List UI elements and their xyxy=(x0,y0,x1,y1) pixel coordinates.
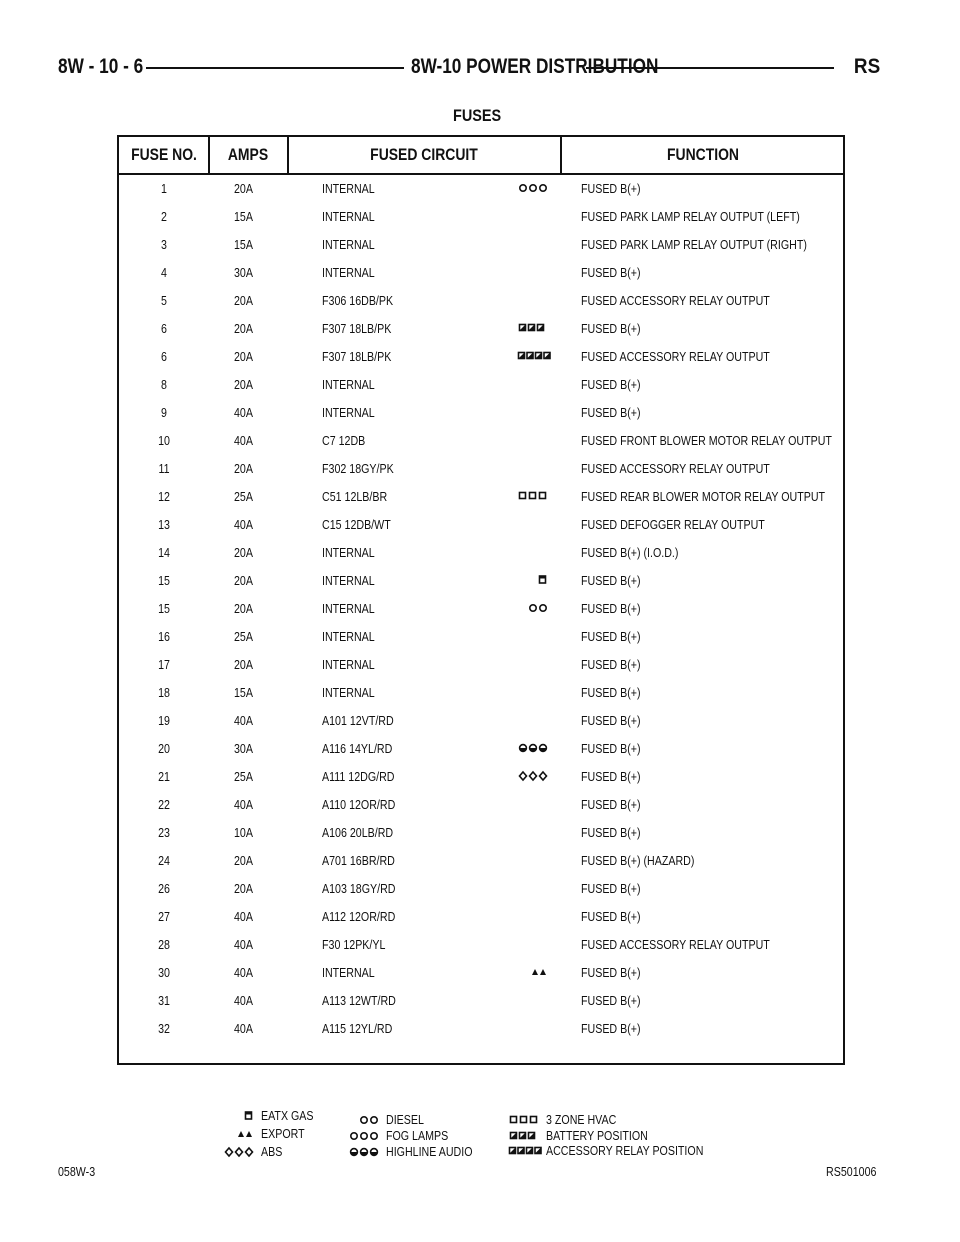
fuse-number: 23 xyxy=(158,825,170,840)
legend-label: 3 ZONE HVAC xyxy=(546,1112,617,1127)
highline-audio-icon xyxy=(348,1145,384,1157)
fuse-number: 18 xyxy=(158,685,170,700)
fuse-amps: 40A xyxy=(234,965,253,980)
fuse-amps: 40A xyxy=(234,937,253,952)
fuse-row xyxy=(119,847,843,875)
legend-label: BATTERY POSITION xyxy=(546,1128,648,1143)
fuse-number: 15 xyxy=(158,601,170,616)
fused-circuit: INTERNAL xyxy=(322,237,375,252)
fuse-row xyxy=(119,371,843,399)
abs-icon xyxy=(517,769,557,783)
fuse-number: 19 xyxy=(158,713,170,728)
fuse-row xyxy=(119,427,843,455)
fused-circuit: F30 12PK/YL xyxy=(322,937,386,952)
fuse-row xyxy=(119,175,843,203)
fuse-row xyxy=(119,595,843,623)
fuse-number: 15 xyxy=(158,573,170,588)
fuse-amps: 20A xyxy=(234,601,253,616)
fuse-number: 26 xyxy=(158,881,170,896)
fuse-function: FUSED B(+) (I.O.D.) xyxy=(581,545,679,560)
fused-circuit: A116 14YL/RD xyxy=(322,741,393,756)
battery-position-icon xyxy=(508,1129,544,1141)
fused-circuit: INTERNAL xyxy=(322,405,375,420)
fused-circuit: F307 18LB/PK xyxy=(322,349,392,364)
column-header-amps: AMPS xyxy=(227,145,269,164)
figure-id: 058W-3 xyxy=(58,1164,96,1179)
column-header-fuse-no: FUSE NO. xyxy=(131,145,197,164)
fuse-amps: 20A xyxy=(234,349,253,364)
fuse-number: 2 xyxy=(161,209,167,224)
fuse-amps: 25A xyxy=(234,629,253,644)
section-title: FUSES xyxy=(453,106,502,125)
fused-circuit: INTERNAL xyxy=(322,265,375,280)
fuse-amps: 40A xyxy=(234,797,253,812)
legend-label: DIESEL xyxy=(386,1112,424,1127)
fuse-number: 13 xyxy=(158,517,170,532)
fuse-row xyxy=(119,1015,843,1043)
fuse-row xyxy=(119,315,843,343)
fuse-row xyxy=(119,707,843,735)
legend-label: FOG LAMPS xyxy=(386,1128,449,1143)
highline-audio-icon xyxy=(517,741,557,755)
fused-circuit: INTERNAL xyxy=(322,657,375,672)
fuse-number: 3 xyxy=(161,237,167,252)
accessory-relay-position-icon xyxy=(517,349,557,363)
column-header-function: FUNCTION xyxy=(666,145,740,164)
fuse-function: FUSED B(+) (HAZARD) xyxy=(581,853,695,868)
fuse-function: FUSED B(+) xyxy=(581,741,641,756)
eatx-gas-icon xyxy=(517,573,557,587)
fuse-row xyxy=(119,735,843,763)
fuse-function: FUSED B(+) xyxy=(581,321,641,336)
fuse-amps: 30A xyxy=(234,265,253,280)
fuse-amps: 20A xyxy=(234,657,253,672)
fused-circuit: INTERNAL xyxy=(322,685,375,700)
fuse-number: 17 xyxy=(158,657,170,672)
fuse-number: 28 xyxy=(158,937,170,952)
header-rule-left xyxy=(146,67,404,69)
fused-circuit: F307 18LB/PK xyxy=(322,321,392,336)
fused-circuit: INTERNAL xyxy=(322,629,375,644)
fuse-number: 14 xyxy=(158,545,170,560)
fuse-function: FUSED B(+) xyxy=(581,657,641,672)
fuse-function: FUSED B(+) xyxy=(581,965,641,980)
fused-circuit: C51 12LB/BR xyxy=(322,489,388,504)
page-header xyxy=(58,52,880,82)
fuse-function: FUSED PARK LAMP RELAY OUTPUT (LEFT) xyxy=(581,209,800,224)
diesel-icon xyxy=(348,1113,384,1125)
fuse-number: 12 xyxy=(158,489,170,504)
fuse-function: FUSED B(+) xyxy=(581,377,641,392)
legend-label: ACCESSORY RELAY POSITION xyxy=(546,1143,704,1158)
fuse-amps: 40A xyxy=(234,909,253,924)
fuse-amps: 10A xyxy=(234,825,253,840)
fuse-row xyxy=(119,539,843,567)
fuse-number: 5 xyxy=(161,293,167,308)
fuse-row xyxy=(119,819,843,847)
fuse-number: 6 xyxy=(161,349,167,364)
fuse-amps: 40A xyxy=(234,1021,253,1036)
fused-circuit: INTERNAL xyxy=(322,601,375,616)
fuse-function: FUSED B(+) xyxy=(581,601,641,616)
fuse-number: 8 xyxy=(161,377,167,392)
fuse-function: FUSED B(+) xyxy=(581,825,641,840)
fuse-amps: 20A xyxy=(234,321,253,336)
3-zone-hvac-icon xyxy=(517,489,557,503)
fuse-amps: 20A xyxy=(234,881,253,896)
fuse-number: 32 xyxy=(158,1021,170,1036)
fuse-function: FUSED DEFOGGER RELAY OUTPUT xyxy=(581,517,765,532)
fuse-amps: 15A xyxy=(234,209,253,224)
fused-circuit: A106 20LB/RD xyxy=(322,825,394,840)
fused-circuit: INTERNAL xyxy=(322,545,375,560)
fuse-number: 6 xyxy=(161,321,167,336)
fuse-function: FUSED ACCESSORY RELAY OUTPUT xyxy=(581,937,770,952)
battery-position-icon xyxy=(517,321,557,335)
col-divider xyxy=(287,137,289,173)
fuse-function: FUSED B(+) xyxy=(581,685,641,700)
fuse-row xyxy=(119,651,843,679)
fused-circuit: A110 12OR/RD xyxy=(322,797,396,812)
fuse-amps: 20A xyxy=(234,461,253,476)
manual-code: RS xyxy=(853,55,880,78)
fused-circuit: A113 12WT/RD xyxy=(322,993,396,1008)
fuse-number: 27 xyxy=(158,909,170,924)
fuse-amps: 20A xyxy=(234,573,253,588)
fused-circuit: A103 18GY/RD xyxy=(322,881,396,896)
fuse-function: FUSED B(+) xyxy=(581,797,641,812)
3-zone-hvac-icon xyxy=(508,1113,544,1125)
fuse-number: 30 xyxy=(158,965,170,980)
page-title: 8W-10 POWER DISTRIBUTION xyxy=(411,55,659,78)
fuse-row xyxy=(119,203,843,231)
fuse-function: FUSED PARK LAMP RELAY OUTPUT (RIGHT) xyxy=(581,237,807,252)
eatx-gas-icon xyxy=(223,1109,259,1121)
legend-label: ABS xyxy=(261,1144,283,1159)
fuse-number: 4 xyxy=(161,265,167,280)
diesel-icon xyxy=(517,601,557,615)
fuse-row xyxy=(119,455,843,483)
legend-label: HIGHLINE AUDIO xyxy=(386,1144,473,1159)
fuse-amps: 20A xyxy=(234,181,253,196)
fuse-number: 24 xyxy=(158,853,170,868)
fog-lamps-icon xyxy=(348,1129,384,1141)
fuse-row xyxy=(119,483,843,511)
fuse-table xyxy=(117,135,845,1065)
fuse-function: FUSED B(+) xyxy=(581,993,641,1008)
fuse-row xyxy=(119,511,843,539)
col-divider xyxy=(560,137,562,173)
fused-circuit: C15 12DB/WT xyxy=(322,517,391,532)
fuse-amps: 25A xyxy=(234,769,253,784)
fuse-amps: 25A xyxy=(234,489,253,504)
fuse-number: 31 xyxy=(158,993,170,1008)
fuse-row xyxy=(119,623,843,651)
page-number: 8W - 10 - 6 xyxy=(58,55,144,78)
fused-circuit: INTERNAL xyxy=(322,377,375,392)
fuse-row xyxy=(119,343,843,371)
legend-label: EXPORT xyxy=(261,1126,305,1141)
fuse-amps: 20A xyxy=(234,293,253,308)
fused-circuit: F306 16DB/PK xyxy=(322,293,394,308)
export-icon xyxy=(517,965,557,979)
fuse-number: 16 xyxy=(158,629,170,644)
fuse-function: FUSED B(+) xyxy=(581,265,641,280)
fuse-row xyxy=(119,903,843,931)
fuse-row xyxy=(119,399,843,427)
fused-circuit: A701 16BR/RD xyxy=(322,853,395,868)
fused-circuit: INTERNAL xyxy=(322,573,375,588)
export-icon xyxy=(223,1127,259,1139)
fuse-number: 11 xyxy=(158,461,170,476)
fuse-row xyxy=(119,875,843,903)
fuse-amps: 40A xyxy=(234,517,253,532)
fuse-amps: 20A xyxy=(234,853,253,868)
fuse-amps: 20A xyxy=(234,377,253,392)
fused-circuit: A115 12YL/RD xyxy=(322,1021,393,1036)
fuse-function: FUSED FRONT BLOWER MOTOR RELAY OUTPUT xyxy=(581,433,832,448)
fuse-function: FUSED ACCESSORY RELAY OUTPUT xyxy=(581,293,770,308)
fuse-row xyxy=(119,959,843,987)
fuse-row xyxy=(119,791,843,819)
fuse-function: FUSED B(+) xyxy=(581,713,641,728)
fuse-number: 9 xyxy=(161,405,167,420)
fuse-amps: 40A xyxy=(234,993,253,1008)
fuse-amps: 40A xyxy=(234,713,253,728)
fuse-row xyxy=(119,763,843,791)
fuse-function: FUSED B(+) xyxy=(581,909,641,924)
fuse-number: 20 xyxy=(158,741,170,756)
fuse-function: FUSED B(+) xyxy=(581,573,641,588)
fuse-amps: 15A xyxy=(234,237,253,252)
fuse-row xyxy=(119,679,843,707)
fuse-function: FUSED B(+) xyxy=(581,1021,641,1036)
fused-circuit: C7 12DB xyxy=(322,433,366,448)
fuse-number: 10 xyxy=(158,433,170,448)
fuse-amps: 15A xyxy=(234,685,253,700)
col-divider xyxy=(208,137,210,173)
fuse-function: FUSED B(+) xyxy=(581,181,641,196)
fuse-function: FUSED B(+) xyxy=(581,405,641,420)
fuse-number: 21 xyxy=(158,769,170,784)
fuse-row xyxy=(119,231,843,259)
fuse-amps: 40A xyxy=(234,405,253,420)
abs-icon xyxy=(223,1145,259,1157)
column-header-fused-circuit: FUSED CIRCUIT xyxy=(370,145,478,164)
accessory-relay-position-icon xyxy=(508,1144,544,1156)
fuse-row xyxy=(119,567,843,595)
fuse-row xyxy=(119,987,843,1015)
fuse-function: FUSED ACCESSORY RELAY OUTPUT xyxy=(581,461,770,476)
fused-circuit: F302 18GY/PK xyxy=(322,461,394,476)
fuse-function: FUSED B(+) xyxy=(581,769,641,784)
fuse-row xyxy=(119,259,843,287)
fused-circuit: INTERNAL xyxy=(322,209,375,224)
fused-circuit: INTERNAL xyxy=(322,181,375,196)
fused-circuit: A111 12DG/RD xyxy=(322,769,395,784)
fuse-amps: 40A xyxy=(234,433,253,448)
fused-circuit: A112 12OR/RD xyxy=(322,909,396,924)
reference-code: RS501006 xyxy=(825,1164,876,1179)
fog-lamps-icon xyxy=(517,181,557,195)
fuse-number: 1 xyxy=(161,181,167,196)
fuse-function: FUSED B(+) xyxy=(581,629,641,644)
fuse-function: FUSED B(+) xyxy=(581,881,641,896)
fuse-number: 22 xyxy=(158,797,170,812)
fuse-amps: 30A xyxy=(234,741,253,756)
legend-label: EATX GAS xyxy=(261,1108,314,1123)
fuse-row xyxy=(119,931,843,959)
fuse-function: FUSED REAR BLOWER MOTOR RELAY OUTPUT xyxy=(581,489,826,504)
fused-circuit: INTERNAL xyxy=(322,965,375,980)
fused-circuit: A101 12VT/RD xyxy=(322,713,394,728)
fuse-function: FUSED ACCESSORY RELAY OUTPUT xyxy=(581,349,770,364)
fuse-row xyxy=(119,287,843,315)
fuse-amps: 20A xyxy=(234,545,253,560)
